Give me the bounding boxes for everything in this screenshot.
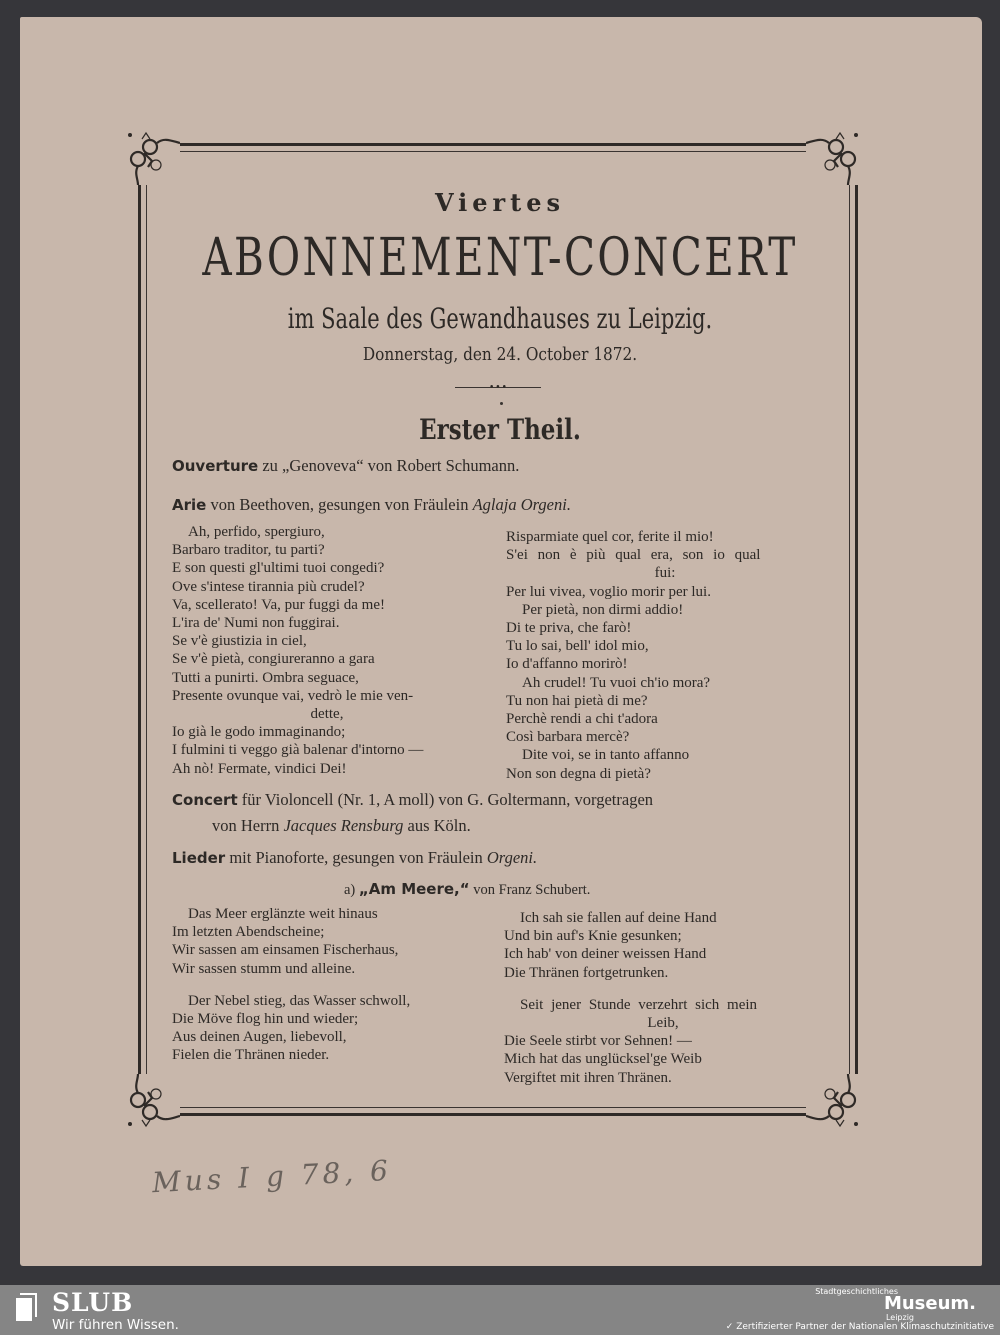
lyric-line: L'ira de' Numi non fuggirai. <box>172 615 340 632</box>
lyric-line: Wir sassen stumm und alleine. <box>172 960 356 977</box>
lyric-line: Ove s'intese tirannia più crudel? <box>172 578 365 595</box>
slub-book-icon <box>14 1292 38 1322</box>
item-kind: Ouverture <box>172 457 259 475</box>
section-heading: Erster Theil. <box>419 413 581 446</box>
item-text: mit Pianoforte, gesungen von Fräulein <box>229 848 483 867</box>
corner-ornament-icon <box>806 129 862 185</box>
item-performer: Aglaja Orgeni. <box>472 495 571 514</box>
song-title: „Am Meere,“ <box>358 880 470 898</box>
corner-ornament-icon <box>124 1074 180 1130</box>
lyric-line: Mich hat das unglücksel'ge Weib <box>504 1051 702 1068</box>
song-marker: a) <box>344 882 356 898</box>
lyric-line: Per pietà, non dirmi addio! <box>522 601 684 618</box>
lyric-line: Per lui vivea, voglio morir per lui. <box>506 583 711 600</box>
lyric-line: Das Meer erglänzte weit hinaus <box>188 906 378 922</box>
item-kind: Lieder <box>172 849 226 867</box>
ink-dot <box>500 402 503 405</box>
item-tail: aus Köln. <box>407 816 471 835</box>
item-performer: Orgeni. <box>486 848 538 867</box>
slub-tagline: Wir führen Wissen. <box>52 1317 179 1333</box>
lyric-line: Risparmiate quel cor, ferite il mio! <box>506 529 714 545</box>
lyric-line: fui: <box>654 565 676 582</box>
concert-date: Donnerstag, den 24. October 1872. <box>362 344 638 365</box>
concert-title: ABONNEMENT-CONCERT <box>202 228 798 288</box>
lyric-line: Der Nebel stieg, das Wasser schwoll, <box>188 992 411 1009</box>
lyric-line: Se v'è giustizia in ciel, <box>172 633 307 650</box>
lyric-line: Così barbara mercè? <box>506 729 630 746</box>
lyric-line: dette, <box>310 706 344 723</box>
lyric-line: Aus deinen Augen, liebevoll, <box>172 1029 347 1046</box>
lyric-line: Tutti a punirti. Ombra seguace, <box>172 669 359 686</box>
lyric-line: Vergiftet mit ihren Thränen. <box>504 1069 672 1086</box>
lyric-line: Leib, <box>647 1015 679 1032</box>
lyric-line: Wir sassen am einsamen Fischerhaus, <box>172 942 399 959</box>
lyric-line: Io già le godo immaginando; <box>172 724 346 741</box>
program-item-overture <box>172 456 519 476</box>
lyric-line: I fulmini ti veggo già balenar d'intorno — <box>172 742 424 759</box>
program-item-lieder <box>172 848 537 868</box>
item-kind: Concert <box>172 791 238 809</box>
lyric-line: Presente ovunque vai, vedrò le mie ven- <box>172 687 414 704</box>
lyric-line: Und bin auf's Knie gesunken; <box>504 928 682 945</box>
corner-ornament-icon <box>124 129 180 185</box>
lyric-line: Ah, perfido, spergiuro, <box>188 524 325 540</box>
divider-ornament: ••• <box>489 383 508 393</box>
song-heading <box>344 880 590 899</box>
item-text: von Herrn <box>212 816 280 835</box>
lyric-line: Perchè rendi a chi t'adora <box>506 711 658 728</box>
lyric-line: Die Möve flog hin und wieder; <box>172 1011 359 1028</box>
museum-city: Leipzig <box>885 1313 914 1322</box>
lyric-line: Tu lo sai, bell' idol mio, <box>506 638 649 655</box>
program-item-concert-cont <box>212 816 471 836</box>
lyric-line: Se v'è pietà, congiureranno a gara <box>172 651 375 668</box>
lyric-line: Barbaro traditor, tu parti? <box>172 542 325 559</box>
lyric-line: Ah crudel! Tu vuoi ch'io mora? <box>522 674 711 691</box>
lyric-line: S'ei non è più qual era, son io qual <box>506 547 761 564</box>
museum-certificate: ✓ Zertifizierter Partner der Nationalen Klimaschutzinitiative <box>725 1322 994 1332</box>
lyric-line: Va, scellerato! Va, pur fuggi da me! <box>172 596 385 613</box>
lyric-line: Di te priva, che farò! <box>506 620 632 637</box>
item-performer: Jacques Rensburg <box>283 816 404 835</box>
footer-bar <box>0 1285 1000 1335</box>
lyric-line: Ich hab' von deiner weissen Hand <box>504 946 707 963</box>
slub-logo-text[interactable]: SLUB <box>52 1288 134 1317</box>
aria-lyrics-right <box>506 528 824 783</box>
concert-venue: im Saale des Gewandhauses zu Leipzig. <box>287 302 713 335</box>
item-text: zu „Genoveva“ von Robert Schumann. <box>262 456 520 475</box>
item-kind: Arie <box>172 496 207 514</box>
lyric-line: Dite voi, se in tanto affanno <box>522 747 690 764</box>
item-text: von Beethoven, gesungen von Fräulein <box>210 495 469 514</box>
lyric-line: Die Seele stirbt vor Sehnen! — <box>504 1033 692 1050</box>
item-text: für Violoncell (Nr. 1, A moll) von G. Goltermann, vorgetragen <box>241 790 654 809</box>
museum-logo[interactable] <box>634 1286 994 1334</box>
lyric-line: E son questi gl'ultimi tuoi congedi? <box>172 560 385 577</box>
song-lyrics-right <box>504 909 822 1087</box>
concert-ordinal: Viertes <box>434 188 566 217</box>
lyric-line: Im letzten Abendscheine; <box>172 924 325 941</box>
lyric-line: Seit jener Stunde verzehrt sich mein <box>520 996 758 1013</box>
handwritten-shelfmark: Mus I g 78, 6 <box>151 1153 393 1200</box>
museum-logo-text: Museum. <box>883 1293 976 1314</box>
lyric-line: Ich sah sie fallen auf deine Hand <box>520 910 717 926</box>
program-item-concert <box>172 790 653 810</box>
museum-prefix: Stadtgeschichtliches <box>815 1287 898 1296</box>
lyric-line: Ah nò! Fermate, vindici Dei! <box>172 760 347 777</box>
program-item-aria <box>172 495 571 515</box>
lyric-line: Tu non hai pietà di me? <box>506 692 648 709</box>
lyric-line: Die Thränen fortgetrunken. <box>504 964 669 981</box>
song-lyrics-left <box>172 905 410 1065</box>
lyric-line: Fielen die Thränen nieder. <box>172 1047 330 1064</box>
aria-lyrics-left <box>172 523 482 778</box>
lyric-line: Non son degna di pietà? <box>506 765 651 782</box>
lyric-line: Io d'affanno morirò! <box>506 656 628 673</box>
song-composer: von Franz Schubert. <box>473 882 591 898</box>
